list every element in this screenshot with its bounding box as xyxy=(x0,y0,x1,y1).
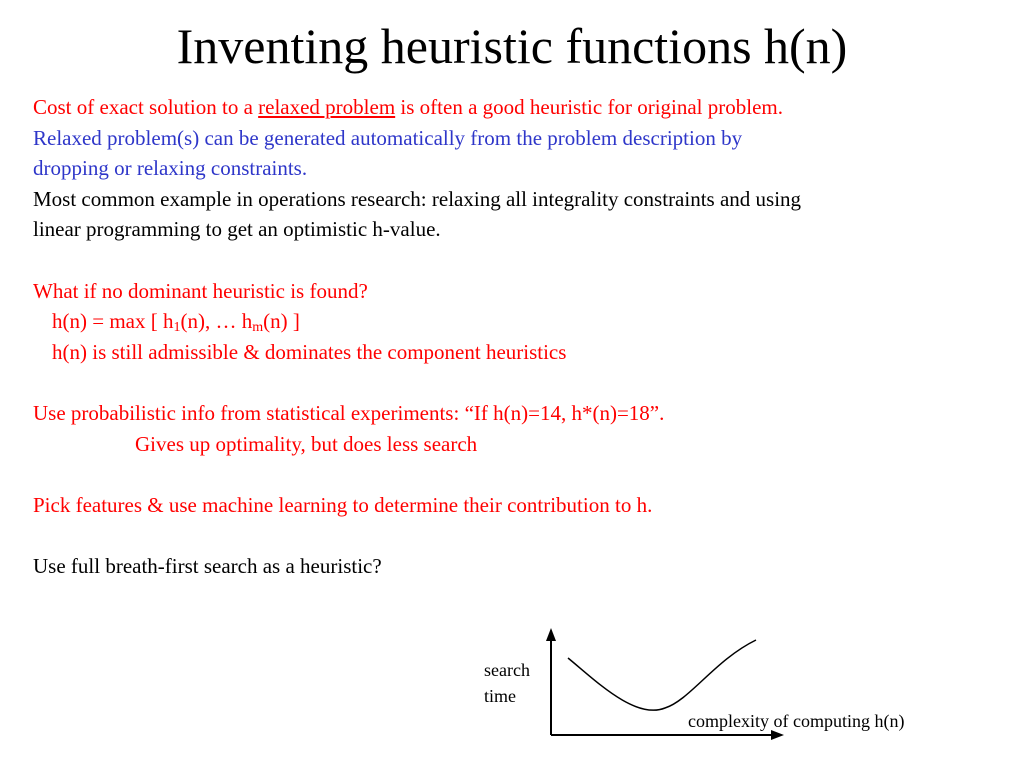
x-axis-arrowhead xyxy=(771,730,784,740)
admissible-note: h(n) is still admissible & dominates the component heuristics xyxy=(52,339,567,364)
graph-ylabel-line-2: time xyxy=(484,686,516,706)
dominant-question: What if no dominant heuristic is found? xyxy=(33,278,368,303)
spacer xyxy=(33,245,993,276)
relaxed-generation-line-1: Relaxed problem(s) can be generated automatically from the problem description by xyxy=(33,125,743,150)
relaxed-generation-line-2: dropping or relaxing constraints. xyxy=(33,156,308,181)
max-formula xyxy=(33,306,993,337)
bfs-line: Use full breath-first search as a heuristic? xyxy=(33,553,382,578)
spacer xyxy=(33,520,993,551)
spacer xyxy=(33,367,993,398)
relaxed-cost-line xyxy=(33,92,993,123)
slide-body xyxy=(33,92,993,582)
subscript-m: m xyxy=(252,320,264,336)
operations-research-line-1: Most common example in operations research: relaxing all integrality constraints and using xyxy=(33,186,802,211)
subscript-1: 1 xyxy=(173,320,181,336)
y-axis-arrowhead xyxy=(546,628,556,641)
max-formula-mid: (n), … h xyxy=(180,309,253,334)
max-formula-post: (n) ] xyxy=(263,309,300,334)
probabilistic-line-1: Use probabilistic info from statistical experiments: “If h(n)=14, h*(n)=18”. xyxy=(33,400,665,425)
graph-xlabel: complexity of computing h(n) xyxy=(688,711,905,731)
features-line: Pick features & use machine learning to determine their contribution to h. xyxy=(33,492,653,517)
tradeoff-curve xyxy=(568,640,756,710)
operations-research-line-2: linear programming to get an optimistic h-value. xyxy=(33,217,441,242)
spacer xyxy=(33,459,993,490)
slide-title: Inventing heuristic functions h(n) xyxy=(176,18,848,74)
relaxed-problem-term: relaxed problem xyxy=(258,95,396,119)
graph-ylabel-line-1: search xyxy=(484,660,530,680)
relaxed-cost-post: is often a good heuristic for original problem. xyxy=(395,95,783,119)
max-formula-pre: h(n) = max [ h xyxy=(52,309,174,334)
tradeoff-sketch xyxy=(540,625,790,745)
relaxed-cost-pre: Cost of exact solution to a xyxy=(33,95,259,119)
probabilistic-line-2: Gives up optimality, but does less search xyxy=(135,431,478,456)
